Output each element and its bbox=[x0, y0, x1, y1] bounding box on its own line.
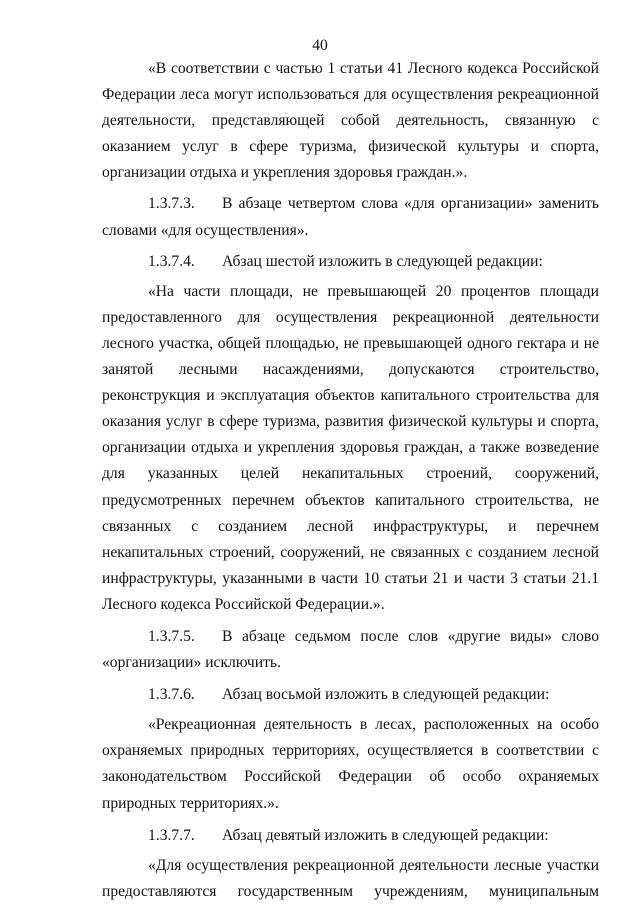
quoted-paragraph bbox=[102, 279, 599, 618]
quoted-paragraph bbox=[102, 712, 599, 816]
item-text: Абзац девятый изложить в следующей редакции: bbox=[222, 826, 549, 844]
page-number: 40 bbox=[312, 37, 328, 54]
paragraph-text: «Для осуществления рекреационной деятельности лесные участки предоставляются государственным учреждениям, муниципальным bbox=[102, 856, 599, 900]
item-text: В абзаце седьмом после слов «другие виды» слово «организации» исключить. bbox=[102, 627, 599, 672]
amendment-item bbox=[102, 823, 599, 849]
item-text: Абзац восьмой изложить в следующей редакции: bbox=[222, 686, 550, 704]
item-text: В абзаце четвертом слова «для организации» заменить словами «для осуществления». bbox=[102, 195, 599, 239]
item-number: 1.3.7.6. bbox=[148, 686, 195, 704]
document-body bbox=[102, 56, 599, 905]
item-number: 1.3.7.7. bbox=[148, 826, 195, 844]
amendment-item bbox=[102, 682, 599, 708]
item-text: Абзац шестой изложить в следующей редакции: bbox=[222, 252, 543, 270]
paragraph-text: «На части площади, не превышающей 20 процентов площади предоставленного для осуществления рекреационной деятельности лесного участка, общей площадью, не превышающей одного гектара и не занятой лесными насаждениями, допускаются строительство, реконструкция и эксплуатация объектов капитального строительства для оказания услуг в сфере туризма, развития физической культуры и спорта, организации отдыха и укрепления здоровья граждан, а также возведение для указанных целей некапитальных строений, сооружений, предусмотренных перечнем объектов капитального строительства, не связанных с созданием лесной инфраструктуры, и перечнем некапитальных строений, сооружений, не связанных с созданием лесной инфраструктуры, указанными в части 10 статьи 21 и части 3 статьи 21.1 Лесного кодекса Российской Федерации.». bbox=[102, 282, 599, 613]
quoted-paragraph bbox=[102, 56, 599, 186]
paragraph-text: «Рекреационная деятельность в лесах, расположенных на особо охраняемых природных территориях, осуществляется в соответствии с законодательством Российской Федерации об особо охраняемых природных территориях.». bbox=[102, 716, 599, 812]
amendment-item bbox=[102, 624, 599, 676]
item-number: 1.3.7.4. bbox=[148, 252, 195, 270]
item-number: 1.3.7.3. bbox=[148, 195, 195, 213]
amendment-item bbox=[102, 249, 599, 275]
paragraph-text: «В соответствии с частью 1 статьи 41 Лесного кодекса Российской Федерации леса могут использоваться для осуществления рекреационной деятельности, представляющей собой деятельность, связанную с оказанием услуг в сфере туризма, физической культуры и спорта, организации отдыха и укрепления здоровья граждан.». bbox=[102, 60, 599, 182]
quoted-paragraph bbox=[102, 853, 599, 905]
item-number: 1.3.7.5. bbox=[148, 627, 195, 645]
amendment-item bbox=[102, 191, 599, 243]
